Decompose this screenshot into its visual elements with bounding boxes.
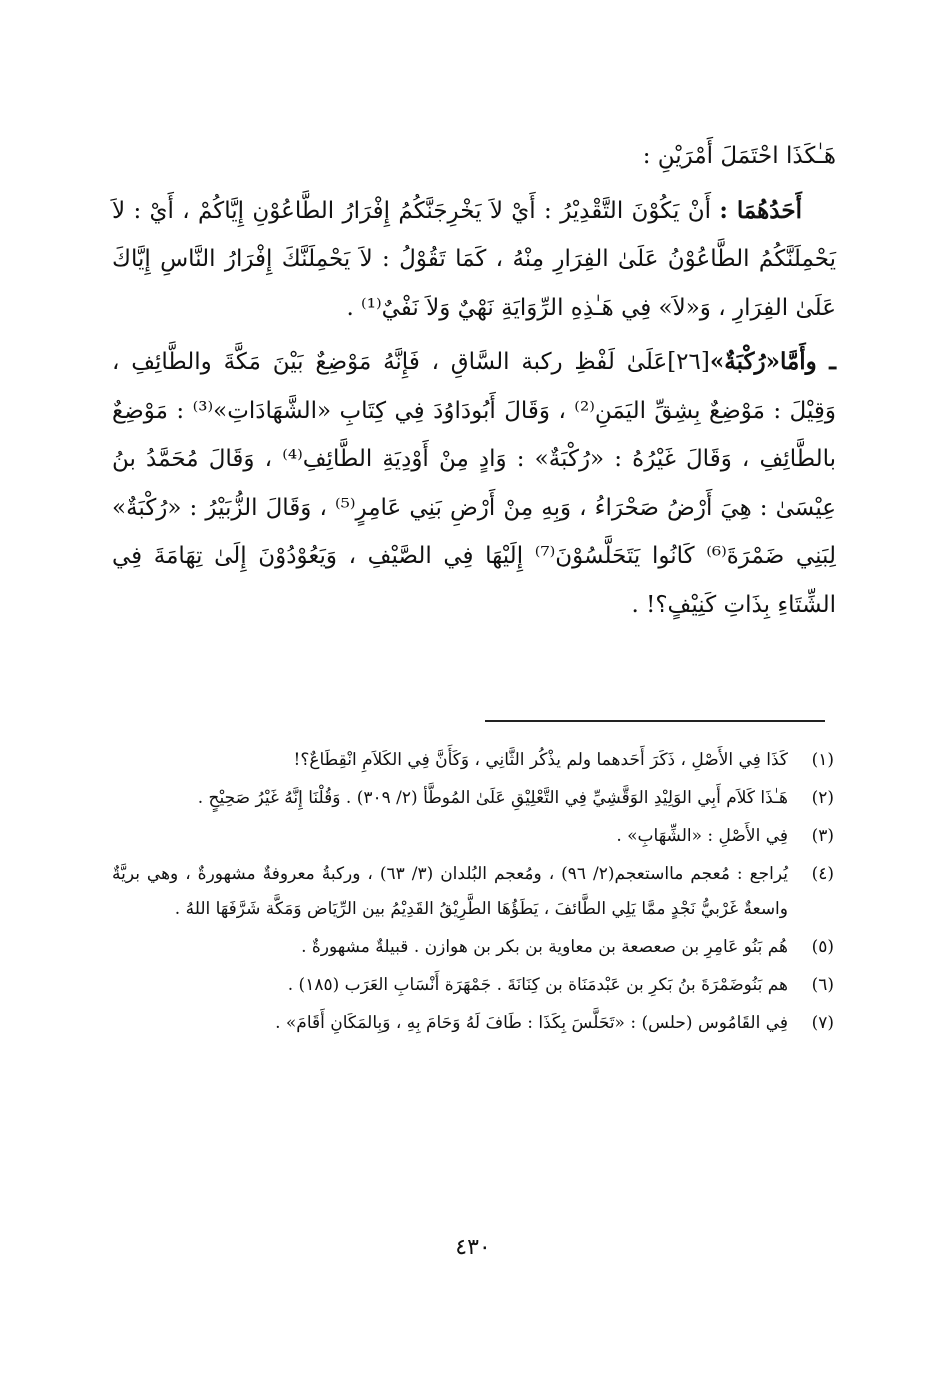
footnote-text: يُراجع : مُعجم مااستعجم(٢/ ٩٦) ، ومُعجم البُلدان (٣/ ٦٣) ، وركبةُ معروفةٌ مشهورةٌ ، وهي بريَّةٌ واسعةٌ غَرْبيُّ نَجْدٍ ممَّا يَلِي الطَّائفَ ، يَطَؤُهَا الطَّرِيْقُ القَدِيْمُ بين الرِّيَاض وَمَكَّة شَرَّفَهَا اللهُ . <box>112 864 788 919</box>
footnotes <box>112 743 834 1044</box>
footnote-item <box>112 743 834 778</box>
footnote-text: هُم بَنُو عَامِرِ بن صعصعة بن معاوية بن بكر بن هوازن . قبيلةٌ مشهورةٌ . <box>301 937 788 957</box>
footnote-number: (٥) <box>811 937 834 957</box>
footnote-separator <box>485 720 825 722</box>
footnote-number: (١) <box>811 750 834 770</box>
footnote-number: (٢) <box>811 788 834 808</box>
footnote-text: هم بَنُوضَمْرَةَ بنُ بَكرِ بن عَبْدمَنَاة بن كِنَانَةَ . جَمْهَرَة أَنْسَابِ العَرَب (١٨٥) . <box>287 975 788 995</box>
footnote-item <box>112 968 834 1003</box>
footnote-number: (٧) <box>811 1013 834 1033</box>
paragraph-text: أَنْ يَكُوْنَ التَّقْدِيْرُ : أَيْ لاَ يَخْرِجَنَّكُمُ إِفْرَارُ الطَّاعُوْنِ إِيَّاكُمْ ، أَيْ : لاَ يَحْمِلَنَّكُمُ الطَّاعُوْنُ عَلَىٰ الفِرَارِ مِنْهُ ، كَمَا تَقُوْلُ : لاَ يَحْمِلَنَّكَ إِفْرَارُ النَّاسِ إِيَّاكَ عَلَىٰ الفِرَارِ ، وَ«لاَ» فِي هَـٰذِهِ الرِّوَايَةِ نَهْيٌ وَلاَ نَفْيٌ⁽¹⁾ . <box>112 197 836 321</box>
footnote-text: كَذَا فِي الأَصْلِ ، ذَكَرَ أَحَدهما ولم يذْكُر الثَّانِي ، وَكَأَنَّ فِي الكَلاَمِ انْقِطَاعٌ؟! <box>293 750 788 770</box>
paragraph-lead: أَحَدُهُمَا : <box>719 196 802 224</box>
footnote-item <box>112 819 834 854</box>
paragraph-lead: ـ وأَمَّا«رُكْبَةٌ» <box>709 348 836 375</box>
footnote-item <box>112 857 834 927</box>
paragraph-text: [٢٦]عَلَىٰ لَفْظِ ركبة السَّاقِ ، فَإِنَّهُ مَوْضِعٌ بَيْنَ مَكَّةَ والطَّائِفِ ، وَقِيْلَ : مَوْضِعٌ بِشِقِّ اليَمَنِ⁽²⁾ ، وَقَالَ أَبُودَاوُدَ فِي كِتَابِ «الشَّهَادَاتِ»⁽³⁾ : مَوْضِعٌ بالطَّائِفِ ، وَقَالَ غَيْرُهُ : «رُكْبَةٌ» : وَادٍ مِنْ أَوْدِيَةِ الطَّائِفِ⁽⁴⁾ ، وَقَالَ مُحَمَّدُ بنُ عِيْسَىٰ : هِيَ أَرْضُ صَحْرَاءُ ، وَبِهِ مِنْ أَرْضِ بَنِي عَامِرٍ⁽⁵⁾ ، وَقَالَ الزُّبَيْرُ : «رُكْبَةٌ» لِبَنِي ضَمْرَةَ⁽⁶⁾ كَانُوا يَتَحَلَّسُوْنَ⁽⁷⁾ إِلَيْهَا فِي الصَّيْفِ ، وَيَعُوْدُوْنَ إِلَىٰ تِهَامَةَ فِي الشِّتَاءِ بِذَاتِ كَنِيْفٍ؟! . <box>112 349 836 618</box>
footnote-text: هَـٰذَا كَلاَم أَبِي الوَلِيْدِ الوَقَّشِيِّ فِي التَّعْلِيْقِ عَلَىٰ المُوطَّأ (٢/ ٣٠٩) . وَقُلْنَا إِنَّهُ غَيْرُ صَحِيْحٍ . <box>197 788 788 808</box>
footnote-number: (٤) <box>811 864 834 884</box>
intro-line: هَـٰكَذَا احْتَمَلَ أَمْرَيْنِ : <box>642 143 836 169</box>
page-number: ٤٣٠ <box>455 1235 491 1260</box>
footnote-text: فِي القَامُوس (حلس) : «تَحَلَّسَ بِكَذَا : طَافَ لَهُ وَحَامَ بِهِ ، وَبِالمَكَانِ أَقَامَ» . <box>275 1013 788 1033</box>
footnote-item <box>112 1006 834 1041</box>
footnote-item <box>112 781 834 816</box>
footnote-number: (٣) <box>811 826 834 846</box>
footnote-text: فِي الأَصْلِ : «الشِّهَابِ» . <box>616 826 788 846</box>
footnote-number: (٦) <box>811 975 834 995</box>
paragraph-first-matter <box>112 187 836 333</box>
main-text <box>112 132 836 635</box>
footnote-item <box>112 930 834 965</box>
paragraph-rukbah <box>112 338 836 629</box>
